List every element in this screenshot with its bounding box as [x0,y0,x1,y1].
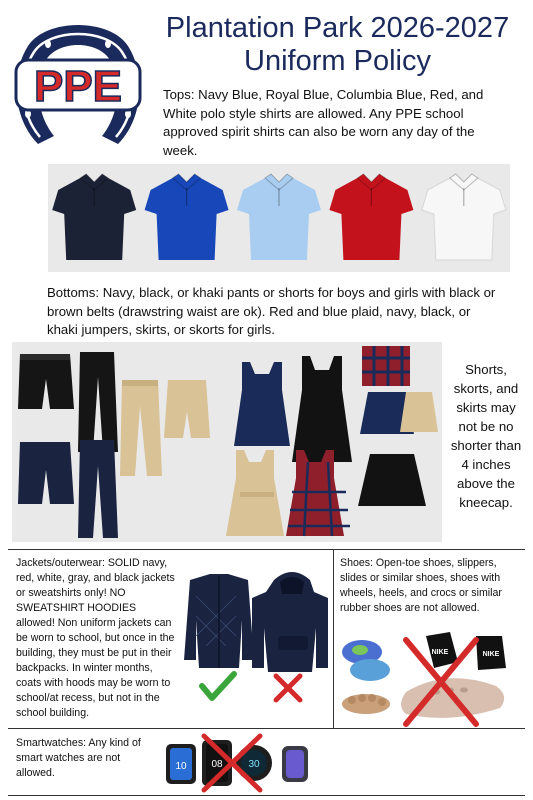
polo-shirts-illustration [48,164,510,272]
note-line: skirts may [456,400,516,415]
watch-face-text: 10 [175,761,187,772]
beaded-slide-icon [342,694,390,714]
ppe-horseshoe-logo [8,4,148,154]
logo-text: PPE [33,62,123,111]
tops-image-strip [48,164,510,272]
polo-shirt-icon [237,174,321,260]
black-skirt-icon [358,454,426,506]
shoes-policy-text: Shoes: Open-toe shoes, slippers, slides or similar shoes, shoes with wheels, heels, and crocs or similar rubber shoes are not allowed. [340,557,502,614]
bottoms-image-strip [12,342,442,542]
section-divider [8,549,525,550]
page-title [150,12,525,78]
navy-shorts-icon [18,442,74,504]
brand-label: NIKE [482,651,500,658]
shorts-length-note [446,360,526,512]
bottoms-illustration [12,342,442,542]
watch-face-text: 08 [211,759,223,770]
smartwatches-illustration [158,732,328,794]
section-divider [333,549,334,729]
khaki-jumper-icon [226,450,284,536]
black-pants-icon [78,352,118,452]
plaid-jumper-icon [286,450,350,536]
note-line: kneecap. [459,495,513,510]
polo-shirt-icon [329,174,413,260]
navy-pants-icon [78,440,118,538]
watch-face-text: 30 [248,759,260,770]
note-line: Shorts, [465,362,507,377]
check-icon [202,674,234,698]
title-line-2: Uniform Policy [244,45,431,77]
section-divider [8,795,525,796]
x-mark-icon [276,676,300,700]
navy-hoodie-icon [252,572,328,672]
title-line-1: Plantation Park 2026-2027 [165,12,510,44]
note-line: above the [457,476,515,491]
navy-jumper-icon [234,362,290,446]
smartwatch-icon [166,744,196,784]
tops-policy-text: Tops: Navy Blue, Royal Blue, Columbia Blue, Red, and White polo style shirts are allowed. Any PPE school approved spirit shirts can also be worn any day of the week. [163,87,484,158]
note-line: 4 inches [461,457,511,472]
section-divider [8,728,525,729]
khaki-shorts-icon [164,380,210,438]
polo-shirt-icon [52,174,136,260]
smartwatch-icon [282,746,308,782]
note-line: not be no [458,419,514,434]
khaki-skirt-icon [400,392,438,432]
bottoms-policy-text: Bottoms: Navy, black, or khaki pants or shorts for boys and girls with black or brown belts (drawstring waist are ok). Red and blue plaid, navy, black, or khaki jumpers, skirts, or skorts for girls. [47,285,496,337]
smartwatch-icon [236,745,272,781]
navy-jacket-icon [184,574,254,668]
polo-shirt-icon [145,174,229,260]
khaki-pants-icon [120,380,162,476]
smartwatch-policy-text: Smartwatches: Any kind of smart watches are not allowed. [16,737,141,779]
black-jumper-icon [292,356,352,462]
note-line: shorter than [450,438,522,453]
note-line: skorts, and [453,381,519,396]
crocs-icon [342,640,390,681]
jackets-illustration [176,566,332,716]
plaid-skirt-icon [362,346,410,386]
jackets-policy-text: Jackets/outerwear: SOLID navy, red, white, gray, and black jackets or sweatshirts only! NO SWEATSHIRT HOODIES allowed! Non uniform jackets can be worn to school, but once in the building, they must be put in their backpacks. In winter months, coats with hoods may be worn to school/at recess, but not in the school building. [16,557,175,719]
shoes-illustration [336,628,526,728]
polo-shirt-icon [422,174,506,260]
brand-label: NIKE [431,649,449,656]
black-shorts-icon [18,354,74,409]
